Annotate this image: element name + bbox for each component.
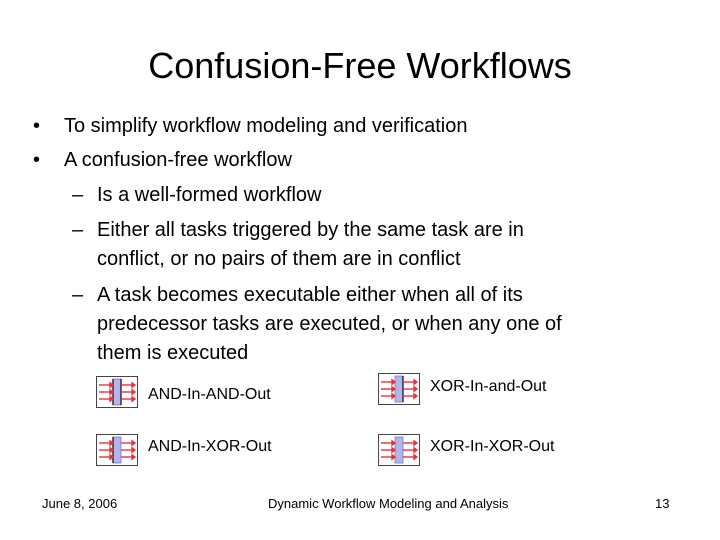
task-type-label: XOR-In-XOR-Out <box>430 438 555 455</box>
sub-bullet-text: predecessor tasks are executed, or when any one of <box>97 313 562 335</box>
footer-date: June 8, 2006 <box>42 496 118 511</box>
bullet-text: To simplify workflow modeling and verification <box>64 115 468 137</box>
and-in-and-out-icon <box>96 376 138 408</box>
task-type-label: AND-In-AND-Out <box>148 386 271 403</box>
sub-bullet-text: Is a well-formed workflow <box>97 184 322 206</box>
bullet-marker: • <box>33 115 41 137</box>
bullet-marker: • <box>33 149 41 171</box>
sub-bullet-text: them is executed <box>97 342 249 364</box>
footer-title: Dynamic Workflow Modeling and Analysis <box>268 496 509 511</box>
sub-bullet-marker: – <box>72 184 84 206</box>
task-type-label: XOR-In-and-Out <box>430 378 547 395</box>
bullet-text: A confusion-free workflow <box>64 149 292 171</box>
sub-bullet-marker: – <box>72 219 84 241</box>
sub-bullet-marker: – <box>72 284 84 306</box>
sub-bullet-text: conflict, or no pairs of them are in conflict <box>97 248 461 270</box>
task-type-label: AND-In-XOR-Out <box>148 438 272 455</box>
slide-title: Confusion-Free Workflows <box>148 45 572 86</box>
page-number: 13 <box>655 496 670 511</box>
sub-bullet-text: A task becomes executable either when all of its <box>97 284 523 306</box>
sub-bullet-text: Either all tasks triggered by the same task are in <box>97 219 524 241</box>
xor-in-xor-out-icon <box>378 434 420 466</box>
xor-in-and-out-icon <box>378 373 420 405</box>
and-in-xor-out-icon <box>96 434 138 466</box>
